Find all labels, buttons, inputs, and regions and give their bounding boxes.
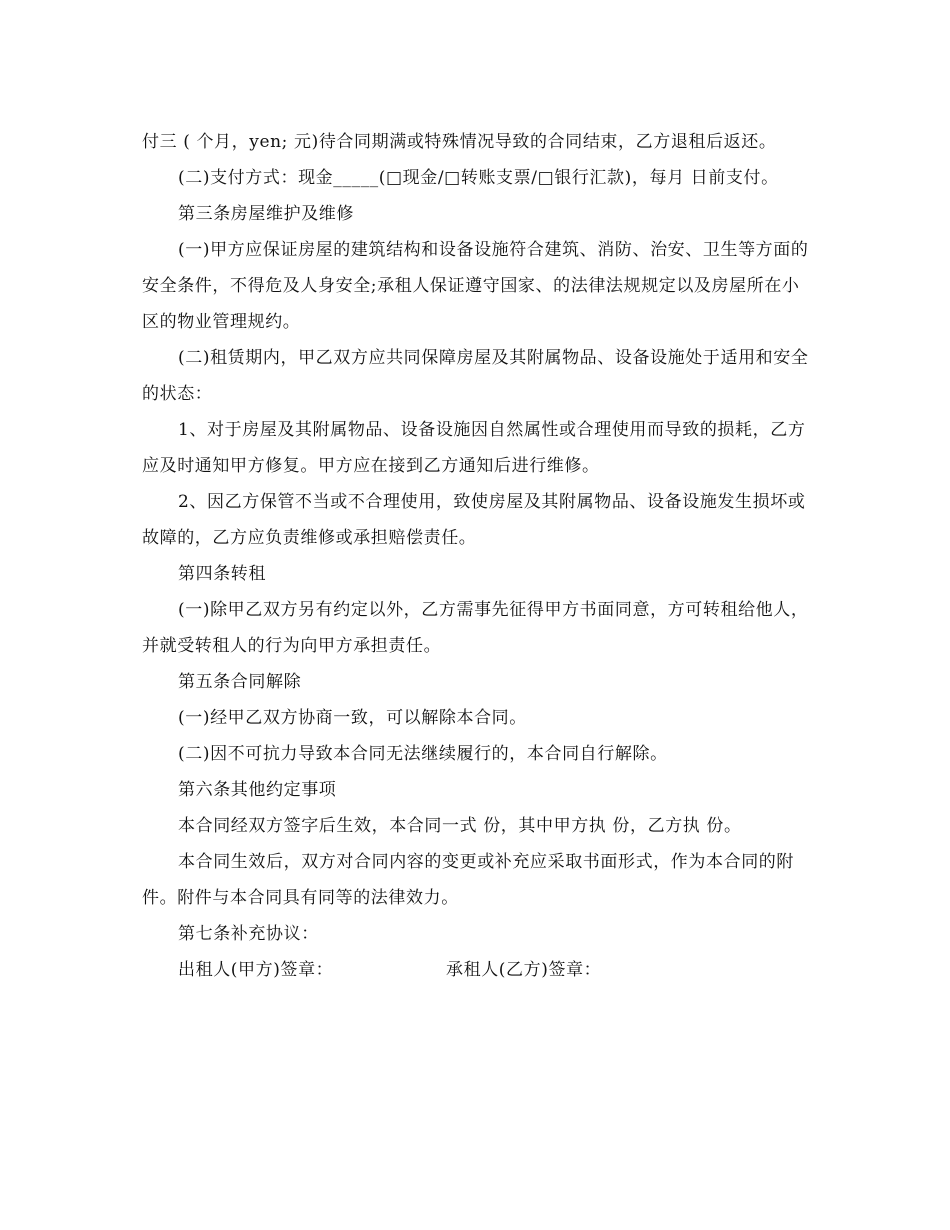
section-heading-article-5: 第五条合同解除	[178, 672, 302, 692]
section-heading-article-7: 第七条补充协议：	[178, 924, 319, 944]
lessor-signature-label: 出租人(甲方)签章：	[178, 960, 334, 980]
paragraph-article-4-item-1: (一)除甲乙双方另有约定以外，乙方需事先征得甲方书面同意，方可转租给他人，并就受转租人的行为向甲方承担责任。	[142, 600, 809, 656]
paragraph-article-3-sub-1: 1、对于房屋及其附属物品、设备设施因自然属性或合理使用而导致的损耗，乙方应及时通知甲方修复。甲方应在接到乙方通知后进行维修。	[142, 420, 806, 476]
paragraph-article-5-item-2: (二)因不可抗力导致本合同无法继续履行的，本合同自行解除。	[178, 744, 668, 764]
lessee-signature-label: 承租人(乙方)签章：	[446, 960, 602, 980]
paragraph-article-6-copies: 本合同经双方签字后生效，本合同一式 份，其中甲方执 份，乙方执 份。	[178, 816, 742, 836]
signature-row	[142, 952, 810, 988]
paragraph-deposit-return: 付三 ( 个月，yen; 元)待合同期满或特殊情况导致的合同结束，乙方退租后返还。	[142, 132, 777, 152]
section-heading-article-4: 第四条转租	[178, 564, 266, 584]
paragraph-article-3-sub-2: 2、因乙方保管不当或不合理使用，致使房屋及其附属物品、设备设施发生损坏或故障的，乙方应负责维修或承担赔偿责任。	[142, 492, 806, 548]
section-heading-article-6: 第六条其他约定事项	[178, 780, 337, 800]
section-heading-article-3: 第三条房屋维护及维修	[178, 204, 354, 224]
paragraph-article-3-item-2: (二)租赁期内，甲乙双方应共同保障房屋及其附属物品、设备设施处于适用和安全的状态：	[142, 348, 809, 404]
document-body	[142, 124, 810, 988]
paragraph-article-5-item-1: (一)经甲乙双方协商一致，可以解除本合同。	[178, 708, 527, 728]
paragraph-payment-method: (二)支付方式：现金_____(□现金/□转账支票/□银行汇款)，每月 日前支付。	[178, 168, 779, 188]
paragraph-article-3-item-1: (一)甲方应保证房屋的建筑结构和设备设施符合建筑、消防、治安、卫生等方面的安全条件，不得危及人身安全;承租人保证遵守国家、的法律法规规定以及房屋所在小区的物业管理规约。	[142, 240, 809, 332]
paragraph-article-6-amendments: 本合同生效后，双方对合同内容的变更或补充应采取书面形式，作为本合同的附件。附件与本合同具有同等的法律效力。	[142, 852, 794, 908]
